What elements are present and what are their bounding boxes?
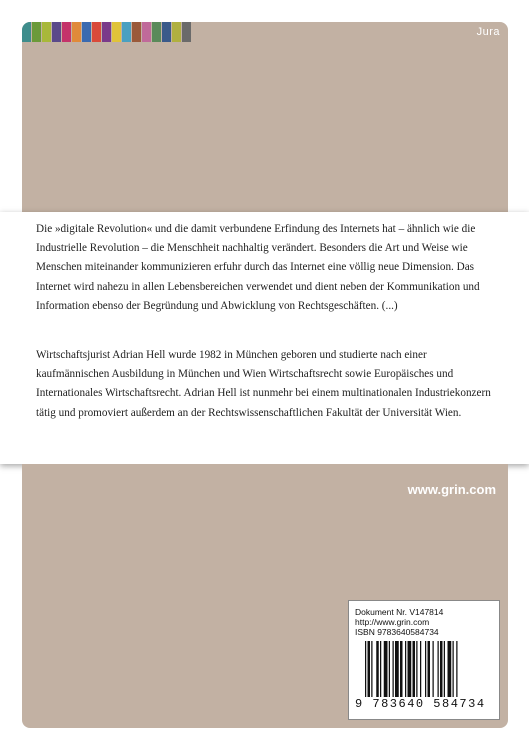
color-stripe: [172, 22, 181, 42]
color-stripe: [72, 22, 81, 42]
color-stripe: [42, 22, 51, 42]
color-stripe: [52, 22, 61, 42]
author-bio: Wirtschaftsjurist Adrian Hell wurde 1982 in München geboren und studierte nach einer kaufmännischen Ausbildung in München und Wien Wirtschaftsrecht sowie Europäisches und Internationales Wirtschaftsrecht. Adrian Hell ist nunmehr bei einem multinationalen Industriekonzern tätig und promoviert außerdem an der Rechtswissenschaftlichen Fakultät der Universität Wien.: [36, 349, 491, 419]
isbn-info-box: [348, 600, 500, 720]
color-stripe: [122, 22, 131, 42]
color-stripe: [142, 22, 151, 42]
cover-top-panel: [22, 22, 508, 212]
color-stripe: [112, 22, 121, 42]
publisher-url: www.grin.com: [407, 482, 496, 497]
color-stripe: [32, 22, 41, 42]
color-stripe: [132, 22, 141, 42]
color-stripe: [92, 22, 101, 42]
color-stripes: [22, 22, 192, 42]
category-label: Jura: [476, 26, 500, 38]
book-blurb: Die »digitale Revolution« und die damit verbundene Erfindung des Internets hat – ähnlich wie die Industrielle Revolution – die Menschheit nachhaltig verändert. Besonders die Art und Weise wie Menschen miteinander kommunizieren erfuhr durch das Internet eine völlig neue Dimension. Das Internet wird nahezu in allen Lebensbereichen verwendet und dient neben der Kommunikation und Information ebenso der Begründung und Abwicklung von Rechtsgeschäften. (...): [36, 223, 480, 312]
color-stripe: [182, 22, 191, 42]
color-stripe: [102, 22, 111, 42]
isbn-number: ISBN 9783640584734: [355, 627, 439, 637]
barcode-digits: 9 783640 584734: [355, 697, 486, 711]
color-stripe: [82, 22, 91, 42]
document-number: Dokument Nr. V147814: [355, 607, 444, 617]
color-stripe: [62, 22, 71, 42]
info-url: http://www.grin.com: [355, 617, 430, 627]
barcode-icon: [365, 641, 485, 697]
color-stripe: [22, 22, 31, 42]
color-stripe: [162, 22, 171, 42]
color-stripe: [152, 22, 161, 42]
back-cover-text-panel: [0, 212, 529, 464]
